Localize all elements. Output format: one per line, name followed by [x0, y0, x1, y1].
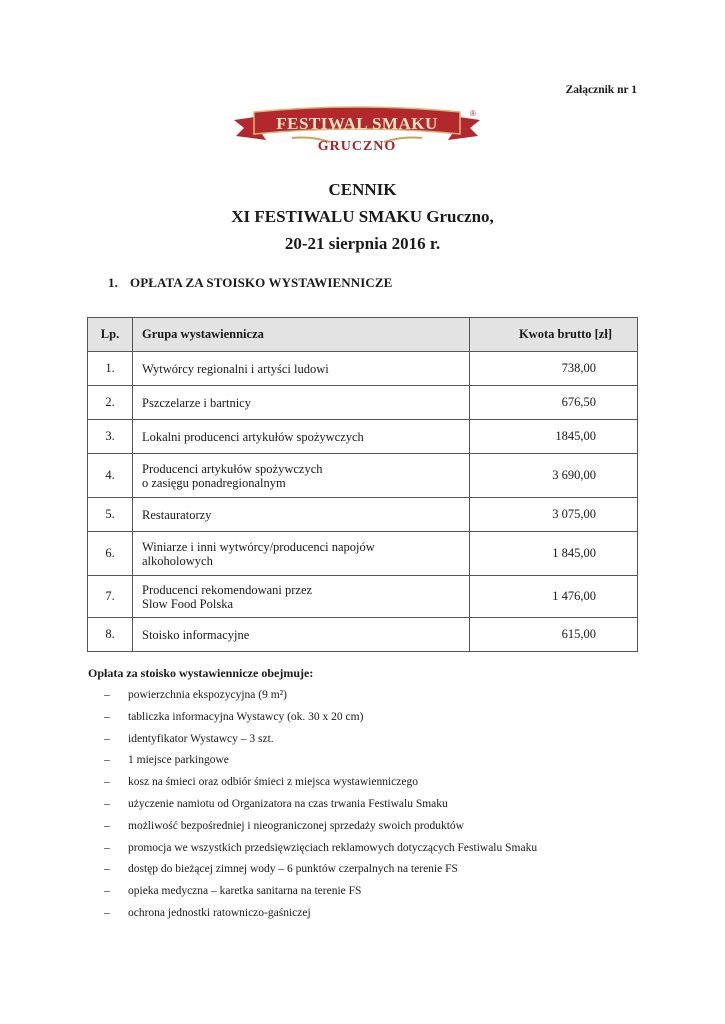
dash-bullet: –: [104, 906, 110, 919]
table-row: [88, 498, 638, 532]
list-item: [104, 750, 537, 772]
row-group: [133, 386, 470, 420]
row-lp: 2.: [88, 386, 133, 420]
header-amount: Kwota brutto [zł]: [470, 318, 638, 352]
row-group: [133, 618, 470, 652]
list-item-text: możliwość bezpośredniej i nieograniczonej sprzedaży swoich produktów: [128, 819, 464, 832]
header-group: Grupa wystawiennicza: [133, 318, 470, 352]
list-item: [104, 729, 537, 751]
table-row: [88, 420, 638, 454]
table-row: [88, 618, 638, 652]
row-group-line-2: o zasięgu ponadregionalnym: [142, 475, 286, 490]
document-title: [0, 176, 725, 257]
list-item: [104, 838, 537, 860]
section-heading: [108, 275, 392, 291]
list-item-text: powierzchnia ekspozycyjna (9 m²): [128, 689, 287, 701]
row-group: [133, 576, 470, 618]
row-amount: 1845,00: [470, 420, 638, 454]
table-row: [88, 532, 638, 576]
list-item-text: identyfikator Wystawcy – 3 szt.: [128, 732, 274, 745]
dash-bullet: –: [104, 863, 110, 876]
row-amount: 738,00: [470, 352, 638, 386]
row-amount: 1 845,00: [470, 532, 638, 576]
table-row: [88, 352, 638, 386]
includes-list: [104, 685, 537, 925]
list-item: [104, 859, 537, 881]
section-number: 1.: [108, 275, 118, 290]
logo-sub-text: GRUCZNO: [317, 139, 397, 154]
dash-bullet: –: [104, 841, 110, 854]
dash-bullet: –: [104, 797, 110, 810]
row-group: [133, 352, 470, 386]
list-item: [104, 816, 537, 838]
list-item-text: użyczenie namiotu od Organizatora na czas trwania Festiwalu Smaku: [128, 797, 448, 810]
logo-main-text: FESTIWAL SMAKU: [276, 114, 438, 133]
table-header-row: [88, 318, 638, 352]
list-item-text: opieka medyczna – karetka sanitarna na terenie FS: [128, 885, 362, 898]
row-group: [133, 454, 470, 498]
table-row: [88, 386, 638, 420]
row-group-line-1: Stoisko informacyjne: [142, 627, 250, 642]
row-group-line-1: Producenci rekomendowani przez: [142, 582, 313, 597]
row-group-line-1: Pszczelarze i bartnicy: [142, 395, 251, 410]
row-group: [133, 532, 470, 576]
list-item: [104, 772, 537, 794]
row-lp: 7.: [88, 576, 133, 618]
dash-bullet: –: [104, 819, 110, 832]
table-row: [88, 454, 638, 498]
row-group-line-1: Restauratorzy: [142, 507, 212, 522]
list-item: [104, 794, 537, 816]
includes-title: Opłata za stoisko wystawiennicze obejmuje:: [88, 666, 314, 680]
row-amount: 1 476,00: [470, 576, 638, 618]
price-table-body: [88, 352, 638, 652]
table-row: [88, 576, 638, 618]
row-group-line-2: Slow Food Polska: [142, 596, 233, 611]
row-group-line-2: alkoholowych: [142, 553, 213, 568]
dash-bullet: –: [104, 732, 110, 745]
row-lp: 6.: [88, 532, 133, 576]
row-group-line-1: Producenci artykułów spożywczych: [142, 461, 323, 476]
list-item: [104, 685, 537, 707]
row-group: [133, 420, 470, 454]
row-lp: 4.: [88, 454, 133, 498]
row-lp: 3.: [88, 420, 133, 454]
row-group-line-1: Wytwórcy regionalni i artyści ludowi: [142, 361, 329, 376]
title-line-2: XI FESTIWALU SMAKU Gruczno,: [231, 207, 494, 226]
row-group-line-1: Winiarze i inni wytwórcy/producenci napojów: [142, 539, 375, 554]
logo-registered: ®: [470, 109, 476, 118]
section-title: OPŁATA ZA STOISKO WYSTAWIENNICZE: [130, 275, 393, 290]
row-group-line-1: Lokalni producenci artykułów spożywczych: [142, 429, 364, 444]
attachment-label: Załącznik nr 1: [565, 84, 637, 96]
row-amount: 676,50: [470, 386, 638, 420]
list-item: [104, 707, 537, 729]
title-line-1: CENNIK: [328, 180, 397, 199]
title-line-3: 20-21 sierpnia 2016 r.: [284, 234, 441, 253]
row-amount: 3 075,00: [470, 498, 638, 532]
list-item: [104, 881, 537, 903]
list-item-text: tabliczka informacyjna Wystawcy (ok. 30 x 20 cm): [128, 710, 364, 723]
row-lp: 5.: [88, 498, 133, 532]
list-item-text: promocja we wszystkich przedsięwzięciach reklamowych dotyczących Festiwalu Smaku: [128, 841, 538, 854]
header-lp: Lp.: [88, 318, 133, 352]
price-table: [87, 317, 638, 652]
row-group: [133, 498, 470, 532]
list-item-text: ochrona jednostki ratowniczo-gaśniczej: [128, 906, 311, 919]
dash-bullet: –: [104, 754, 110, 767]
list-item-text: 1 miejsce parkingowe: [128, 754, 229, 767]
dash-bullet: –: [104, 776, 110, 789]
festiwal-smaku-logo: [232, 106, 482, 158]
dash-bullet: –: [104, 689, 110, 701]
row-amount: 3 690,00: [470, 454, 638, 498]
list-item: [104, 903, 537, 925]
list-item-text: dostęp do bieżącej zimnej wody – 6 punktów czerpalnych na terenie FS: [128, 863, 458, 876]
row-lp: 8.: [88, 618, 133, 652]
dash-bullet: –: [104, 710, 110, 723]
dash-bullet: –: [104, 885, 110, 898]
row-lp: 1.: [88, 352, 133, 386]
list-item-text: kosz na śmieci oraz odbiór śmieci z miejsca wystawienniczego: [128, 776, 418, 789]
row-amount: 615,00: [470, 618, 638, 652]
